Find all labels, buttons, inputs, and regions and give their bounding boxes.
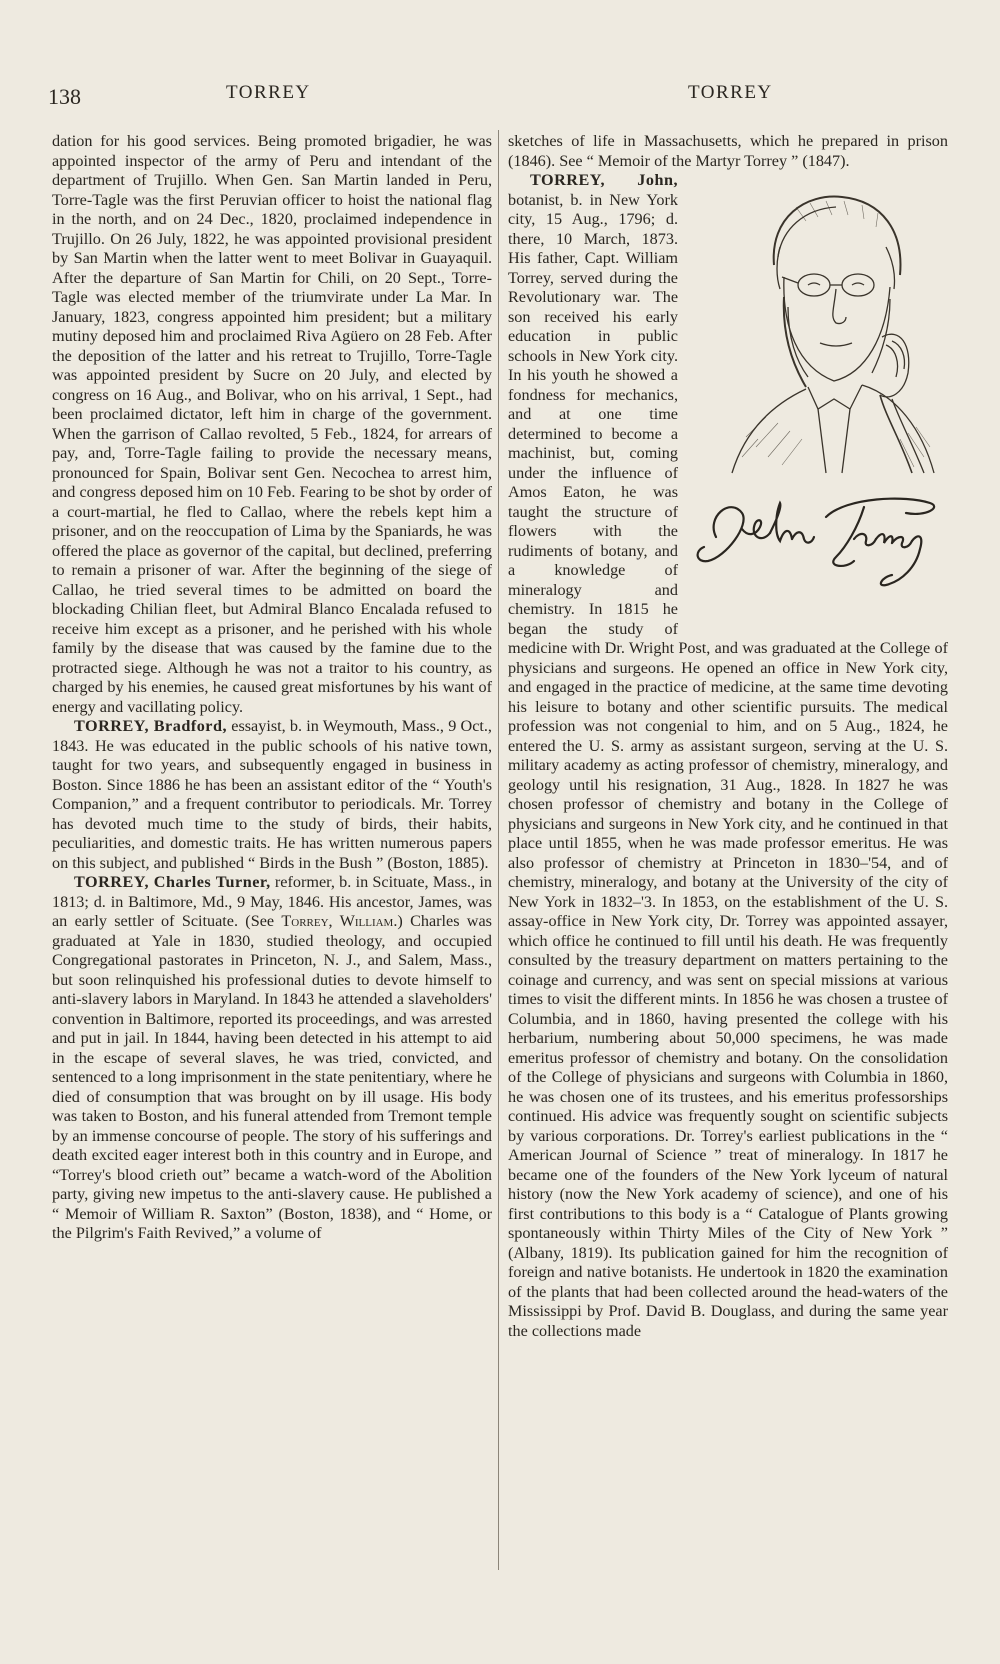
portrait-figure	[686, 177, 948, 627]
entry-text-bradford: essayist, b. in Weymouth, Mass., 9 Oct., 1843. He was educated in the public schools of his native town, taught for two years, and subsequently engaged in business in Boston. Since 1886 he has been an assistant editor of the “ Youth's Companion,” and a frequent contributor to periodicals. Mr. Torrey has devoted much time to the study of birds, their habits, peculiarities, and domestic traits. He has written numerous papers on this subject, and published “ Birds in the Bush ” (Boston, 1885).	[52, 717, 492, 872]
portrait-engraving	[686, 177, 948, 477]
entry-heading-bradford: TORREY, Bradford,	[74, 717, 228, 735]
page-number: 138	[48, 84, 81, 109]
entry-text-charles-a: reformer, b. in Scituate, Mass., in 1813; d. in Baltimore, Md., 9 May, 1846. His ancestor, James, was an early settler of Scituate. (See	[52, 873, 492, 930]
left-column	[52, 132, 492, 1244]
entry-text-john: botanist, b. in New York city, 15 Aug., 1796; d. there, 10 March, 1873. His father, Capt. William Torrey, served during the Revolutionary war. The son received his early education in public schools in New York city. In his youth he showed a fondness for mechanics, and at one time determined to become a machinist, but, coming under the influence of Amos Eaton, he was taught the structure of flowers with the rudiments of botany, and a knowledge of mineralogy and chemistry. In 1815 he began the study of medicine with Dr. Wright Post, and was graduated at the College of physicians and surgeons. He opened an office in New York city, and engaged in the practice of medicine, at the same time devoting his leisure to botany and other scientific pursuits. The medical profession was not congenial to him, and on 5 Aug., 1824, he entered the U. S. army as assistant surgeon, serving at the U. S. military academy as acting professor of chemistry, mineralogy, and geology until his resignation, 31 Aug., 1828. In 1827 he was chosen professor of chemistry and botany in the College of physicians and surgeons in New York city, and he continued in that place until 1855, when he was made professor emeritus. He was also professor of chemistry at Princeton in 1830–'54, and of chemistry, mineralogy, and botany at the University of the city of New York in 1832–'3. In 1853, on the establishment of the U. S. assay-office in New York city, Dr. Torrey was appointed assayer, which office he continued to fill until his death. He was frequently consulted by the treasury department on matters pertaining to the coinage and currency, and was sent on special missions at various times to visit the different mints. In 1856 he was chosen a trustee of Columbia, and in 1860, having presented the college with his herbarium, numbering about 50,000 specimens, he was made emeritus professor of chemistry and botany. On the consolidation of the College of physicians and surgeons with Columbia in 1860, he was chosen one of its trustees, and his emeritus professorships continued. His advice was frequently sought on scientific subjects by various corporations. Dr. Torrey's earliest publications in the “ American Journal of Science ” treat of mineralogy. In 1817 he became one of the founders of the New York lyceum of natural history (now the New York academy of science), and one of his first contributions to this body is a “ Catalogue of Plants growing spontaneously within Thirty Miles of the City of New York ” (Albany, 1819). Its publication gained for him the recognition of foreign and native botanists. He undertook in 1820 the examination of the plants that had been collected around the head-waters of the Mississippi by Prof. David B. Douglass, and during the same year the collections made	[508, 190, 948, 1340]
entry-text-charles-b: ) Charles was graduated at Yale in 1830, studied theology, and occupied Congregational pastorates in Princeton, N. J., and Salem, Mass., but soon relinquished his professional duties to devote himself to anti-slavery labors in Maryland. In 1843 he attended a slaveholders' convention in Baltimore, reported its proceedings, and was arrested and put in jail. In 1844, having been detected in his attempt to aid in the escape of several slaves, he was tried, convicted, and sentenced to a long imprisonment in the state penitentiary, where he died of consumption that was brought on by ill usage. His body was taken to Boston, and his funeral attended from Tremont temple by an immense concourse of people. The story of his sufferings and death excited eager interest both in this country and in Europe, and “Torrey's blood crieth out” became a watch-word of the Abolition party, giving new impetus to the anti-slavery cause. He published a “ Memoir of William R. Saxton” (Boston, 1838), and “ Home, or the Pilgrim's Faith Revived,” a volume of	[52, 912, 492, 1242]
charles-continuation: sketches of life in Massachusetts, which he prepared in prison (1846). See “ Memoir of the Martyr Torrey ” (1847).	[508, 132, 948, 170]
right-column	[508, 132, 948, 1341]
entry-bradford-torrey	[52, 717, 492, 873]
running-head-right: TORREY	[688, 82, 773, 103]
signature-image	[686, 477, 948, 597]
entry-john-torrey	[508, 171, 948, 1341]
running-head-left: TORREY	[226, 82, 311, 103]
entry-heading-charles: TORREY, Charles Turner,	[74, 873, 271, 891]
column-gutter	[498, 130, 499, 1570]
entry-charles-turner-torrey	[52, 873, 492, 1244]
cross-reference: Torrey, William.	[281, 912, 398, 930]
entry-heading-john: TORREY, John,	[530, 171, 678, 189]
torre-tagle-continuation: dation for his good services. Being promoted brigadier, he was appointed inspector of the army of Peru and intendant of the department of Trujillo. When Gen. San Martin landed in Peru, Torre-Tagle was the first Peruvian officer to hoist the national flag in the north, and on 24 Dec., 1820, proclaimed independence in Trujillo. On 26 July, 1822, he was appointed provisional president by San Martin when the latter went to meet Bolivar in Guayaquil. After the departure of San Martin for Chili, on 20 Sept., Torre-Tagle was elected member of the triumvirate under La Mar. In January, 1823, congress appointed him president; but a military mutiny deposed him and proclaimed Riva Agüero on 28 Feb. After the deposition of the latter and his retreat to Trujillo, Torre-Tagle was appointed president by Sucre on 20 July, and elected by congress on 16 Aug., and Bolivar, who on his arrival, 1 Sept., had been proclaimed dictator, left him in charge of the government. When the garrison of Callao revolted, 5 Feb., 1824, for arrears of pay, and, Torre-Tagle failing to provide the necessary means, pronounced for Spain, Bolivar sent Gen. Necochea to arrest him, and congress deposed him on 10 Feb. Fearing to be shot by order of a court-martial, he fled to Callao, where the rebels kept him a prisoner, and on the reoccupation of Lima by the Spaniards, he was offered the place as governor of the capital, but declined, preferring to remain a prisoner of war. After the beginning of the siege of Callao, he tried several times to be admitted on board the blockading Chilian fleet, but Admiral Blanco Encalada refused to receive him except as a prisoner, and he perished with his whole family by the disease that was caused by the famine due to the protracted siege. Although he was not a traitor to his country, as charged by his enemies, he caused great misfortunes by his want of energy and vacillating policy.	[52, 132, 492, 716]
